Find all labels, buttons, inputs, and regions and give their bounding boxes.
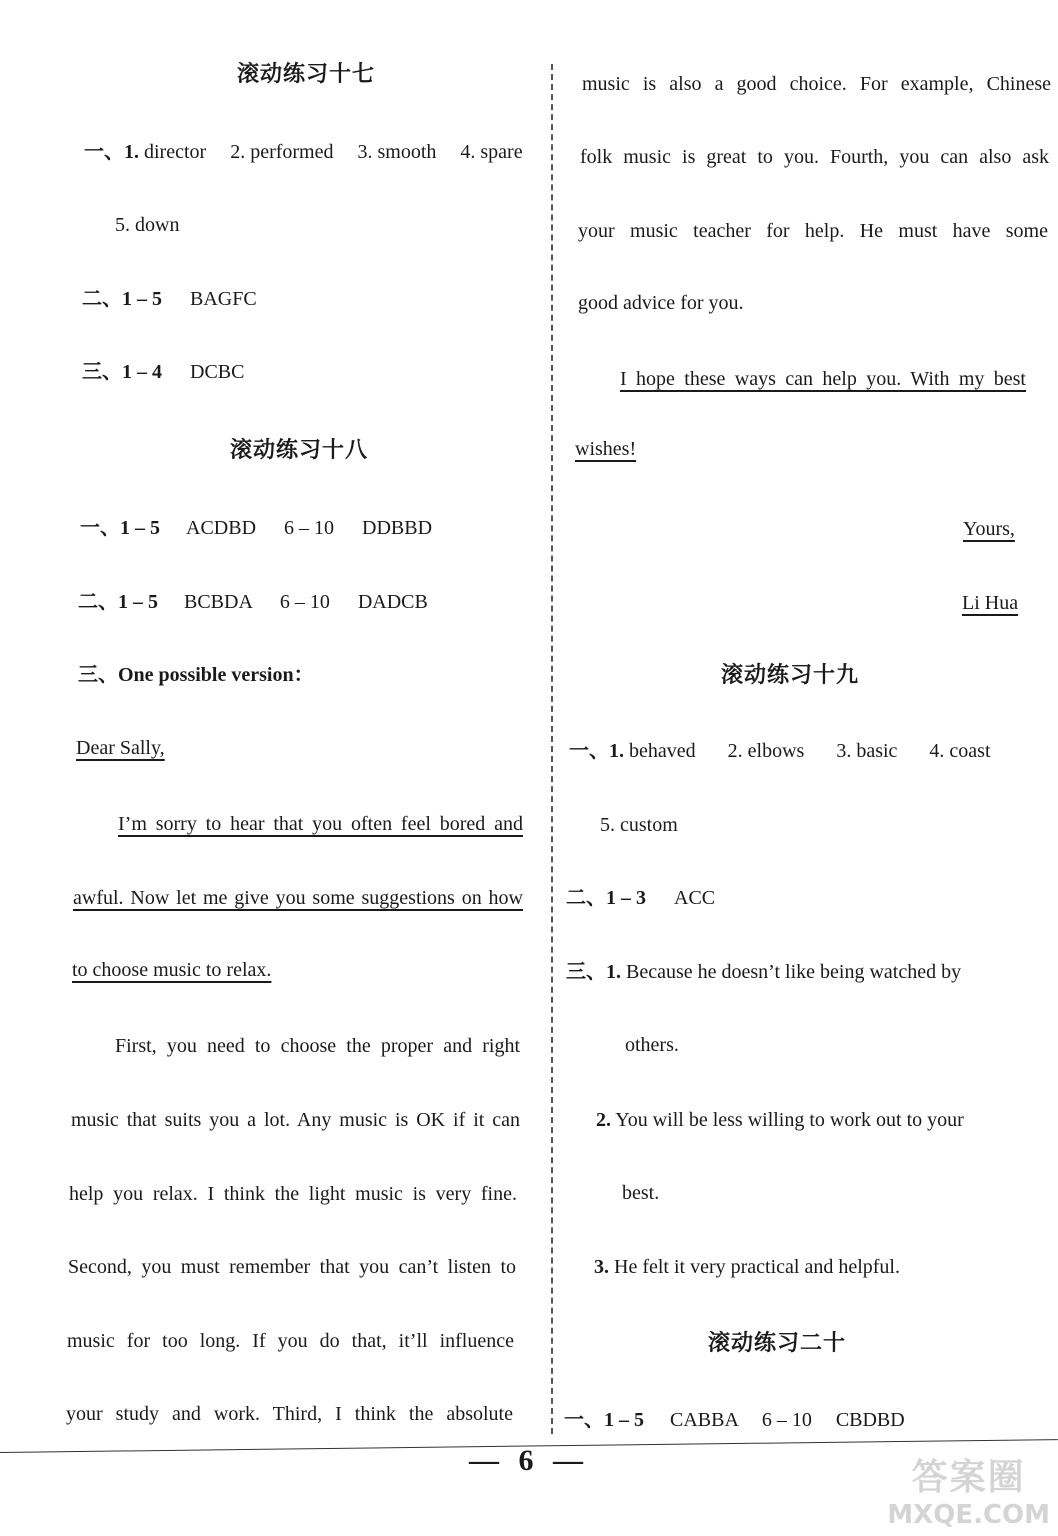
s19-part3-number: 三、1. [566,961,621,983]
s19-part1-line [569,738,991,764]
s19-q1-answer-cont: others. [625,1034,679,1056]
s18-part1-range: 6 – 10 [284,517,335,539]
s17-part2-answers: BAGFC [190,288,257,310]
letter-line: folk music is great to you. Fourth, you can also ask [580,146,1049,168]
s19-answer-2: 2. elbows [727,740,805,762]
s17-part3-line [82,359,244,385]
s19-part3-q1 [566,959,1018,985]
s19-part2-line [566,885,715,911]
letter-line: music that suits you a lot. Any music is OK if it can [71,1109,520,1131]
letter-line: music is also a good choice. For example, Chinese [582,73,1051,95]
watermark-text: 答案圈 [911,1457,1026,1498]
s20-part1-range: 6 – 10 [761,1409,812,1431]
s17-answer-4: 4. spare [460,141,523,163]
s19-part3-q3 [594,1254,900,1280]
s19-q1-answer: Because he doesn’t like being watched by [626,961,962,983]
s19-part3-q2 [596,1107,964,1133]
s17-part2-number: 二、1 – 5 [82,288,162,310]
s19-part1-number: 一、1. [569,740,624,762]
letter-salutation: Dear Sally, [76,737,165,759]
letter-line: wishes! [575,438,637,460]
letter-closing: Yours, [963,518,1015,540]
letter-line: I’m sorry to hear that you often feel bored and [118,813,523,835]
s20-part1-line [564,1407,905,1433]
letter-line: good advice for you. [578,292,744,314]
letter-line: Second, you must remember that you can’t listen to [68,1256,516,1278]
s18-part1-line [80,515,432,541]
s17-part3-answers: DCBC [190,361,245,383]
section-20-heading: 滚动练习二十 [708,1331,847,1356]
s20-part1-number: 一、1 – 5 [564,1409,644,1431]
s17-part1-line [84,139,523,165]
s19-answer-5: 5. custom [600,814,678,836]
s19-answer-3: 3. basic [836,740,898,762]
s19-part2-number: 二、1 – 3 [566,887,646,909]
s18-part2-range: 6 – 10 [279,591,330,613]
s18-part1-answers-a: ACDBD [186,517,257,539]
watermark-url: MXQE.COM [887,1500,1050,1530]
s17-answer-5: 5. down [115,214,180,236]
letter-line: help you relax. I think the light music is very fine. [69,1183,517,1205]
s18-part3-label: 三、One possible version： [78,664,314,686]
s17-part3-number: 三、1 – 4 [82,361,162,383]
s17-answer-3: 3. smooth [357,141,437,163]
letter-line: to choose music to relax. [72,959,272,981]
section-18-heading: 滚动练习十八 [230,438,369,463]
section-17-heading: 滚动练习十七 [237,62,376,87]
s18-part2-line [78,589,428,615]
s19-q2-number: 2. [596,1109,611,1131]
watermark-logo [887,1449,1050,1530]
letter-line: First, you need to choose the proper and right [115,1035,520,1057]
letter-line: your study and work. Third, I think the absolute [66,1403,513,1425]
s18-part1-answers-b: DDBBD [362,517,433,539]
s18-part2-answers-a: BCBDA [184,591,252,613]
s17-answer-1: director [144,141,207,163]
s17-part1-number: 一、1. [84,141,139,163]
s19-q2-answer-cont: best. [622,1182,660,1204]
page-number: — 6 — [469,1444,589,1477]
section-19-heading: 滚动练习十九 [721,663,860,688]
s19-q2-answer: You will be less willing to work out to your [615,1109,964,1131]
s17-answer-2: 2. performed [230,141,334,163]
letter-line: awful. Now let me give you some suggestions on how [73,887,523,909]
letter-line: your music teacher for help. He must have some [578,220,1048,242]
letter-line: music for too long. If you do that, it’ll influence [67,1330,514,1352]
s20-part1-answers-b: CBDBD [835,1409,905,1431]
s19-q3-number: 3. [594,1256,609,1278]
s18-part2-answers-b: DADCB [357,591,428,613]
letter-signature: Li Hua [962,592,1019,614]
s17-part2-line [82,286,257,312]
s18-part1-number: 一、1 – 5 [80,517,160,539]
s19-q3-answer: He felt it very practical and helpful. [614,1256,900,1278]
letter-line: I hope these ways can help you. With my best [620,368,1026,390]
s19-answer-4: 4. coast [929,740,991,762]
s19-answer-1: behaved [629,740,696,762]
s18-part2-number: 二、1 – 5 [78,591,158,613]
s19-part2-answers: ACC [674,887,716,909]
s20-part1-answers-a: CABBA [670,1409,738,1431]
column-divider [551,64,553,1434]
